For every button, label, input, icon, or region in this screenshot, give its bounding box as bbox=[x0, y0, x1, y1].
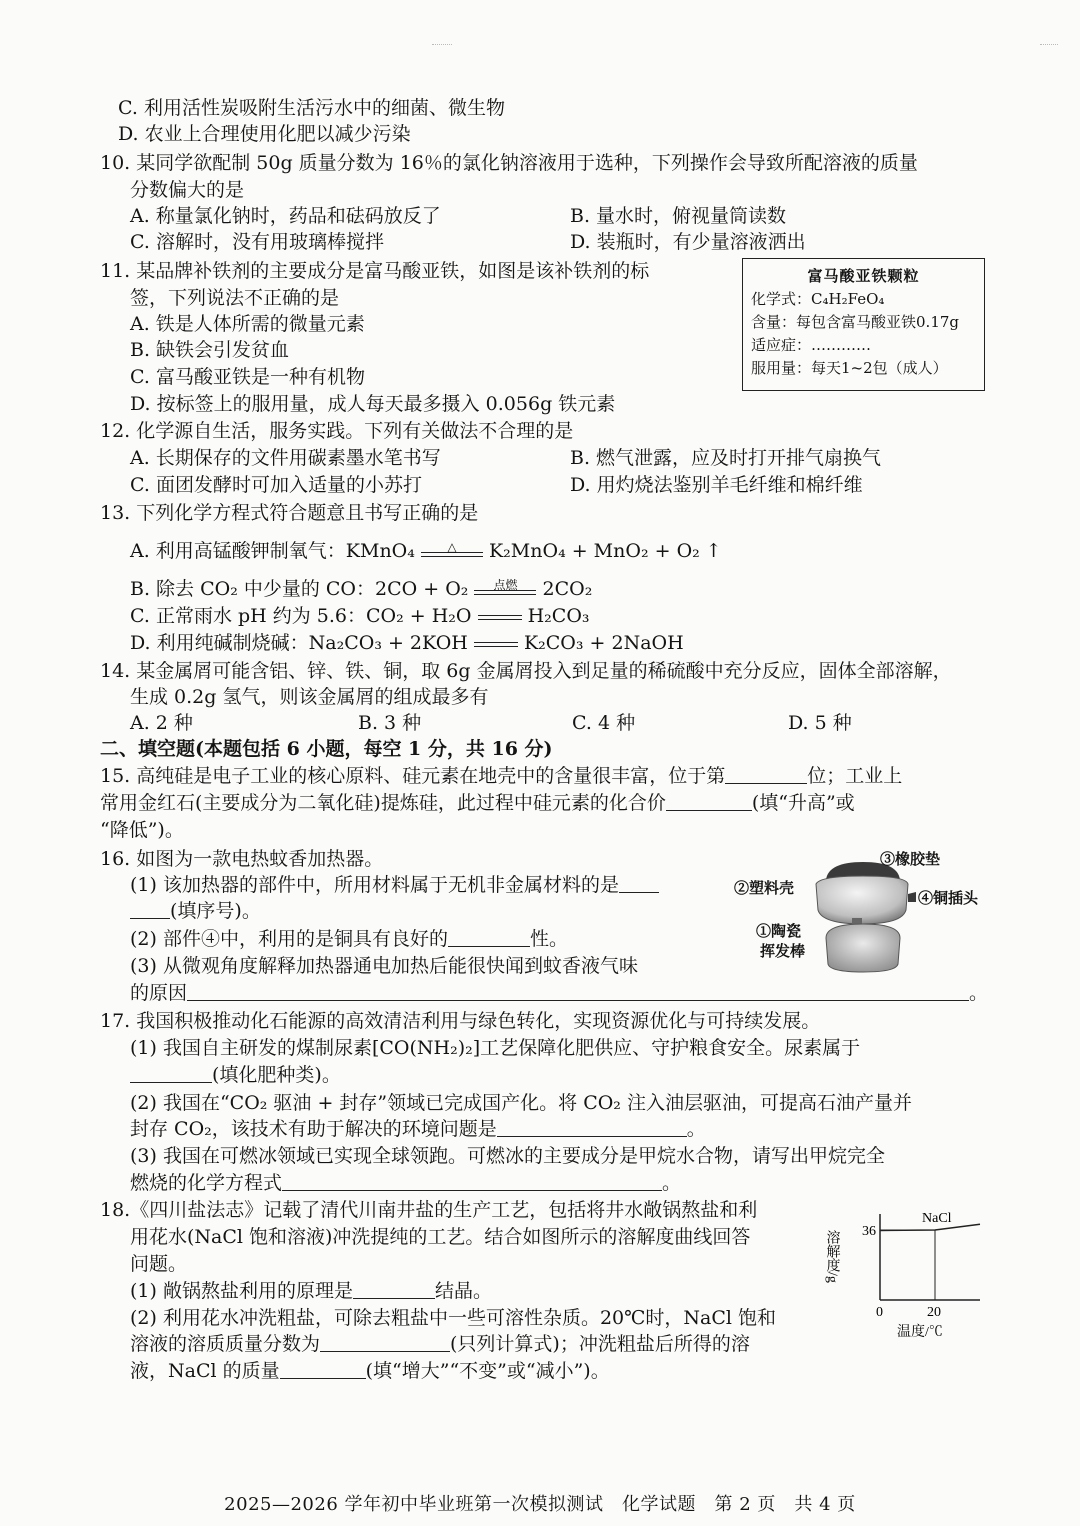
q11-option-b: B. 缺铁会引发贫血 bbox=[130, 339, 290, 361]
q13-option-c bbox=[130, 603, 590, 629]
q12-option-d: D. 用灼烧法鉴别羊毛纤维和棉纤维 bbox=[570, 474, 863, 496]
y-axis-label: 溶解度/g bbox=[824, 1230, 840, 1283]
answer-blank[interactable] bbox=[619, 874, 659, 893]
part2-plastic-shell-label: ②塑料壳 bbox=[734, 879, 795, 897]
q11-stem-cont: 签，下列说法不正确的是 bbox=[130, 287, 340, 309]
q10-option-a: A. 称量氯化钠时，药品和砝码放反了 bbox=[130, 205, 441, 227]
q18-stem-end: 问题。 bbox=[130, 1253, 188, 1275]
q13-stem: 13. 下列化学方程式符合题意且书写正确的是 bbox=[100, 502, 479, 524]
q18-1-text: (1) 敞锅熬盐利用的原理是 bbox=[130, 1280, 353, 1302]
q15-line3: “降低”)。 bbox=[100, 819, 184, 841]
q18-stem: 18.《四川盐法志》记载了清代川南井盐的生产工艺，包括将井水敞锅熬盐和利 bbox=[100, 1199, 758, 1221]
q18-1-text-cont: 结晶。 bbox=[434, 1280, 492, 1302]
heating-equals-sign bbox=[421, 539, 483, 557]
q18-2-text: 溶液的溶质质量分数为 bbox=[130, 1333, 321, 1355]
q13a-left: A. 利用高锰酸钾制氧气：KMnO₄ bbox=[130, 540, 415, 562]
q11-option-d: D. 按标签上的服用量，成人每天最多摄入 0.056g 铁元素 bbox=[130, 393, 616, 415]
q18-stem-cont: 用花水(NaCl 饱和溶液)冲洗提纯的工艺。结合如图所示的溶解度曲线回答 bbox=[130, 1226, 751, 1248]
q13d-right: K₂CO₃ + 2NaOH bbox=[523, 632, 684, 654]
q12-option-b: B. 燃气泄露，应及时打开排气扇换气 bbox=[570, 447, 882, 469]
q14-stem-cont: 生成 0.2g 氢气，则该金属屑的组成最多有 bbox=[130, 686, 489, 708]
part1-wick-label: 挥发棒 bbox=[760, 942, 806, 960]
solubility-curve-chart bbox=[824, 1200, 990, 1340]
label-title: 富马酸亚铁颗粒 bbox=[807, 267, 920, 285]
q18-part2-end bbox=[130, 1358, 610, 1384]
q10-option-c: C. 溶解时，没有用玻璃棒搅拌 bbox=[130, 231, 384, 253]
q17-2-end: 。 bbox=[686, 1118, 706, 1140]
q14-option-a: A. 2 种 bbox=[130, 712, 193, 734]
answer-blank[interactable] bbox=[448, 928, 530, 947]
q16-part3: (3) 从微观角度解释加热器通电加热后能很快闻到蚊香液气味 bbox=[130, 955, 638, 977]
q10-stem: 10. 某同学欲配制 50g 质量分数为 16％的氯化钠溶液用于选种，下列操作会导致所配溶液的质量 bbox=[100, 152, 918, 174]
part3-rubber-pad-label: ③橡胶垫 bbox=[880, 850, 941, 868]
q13c-left: C. 正常雨水 pH 约为 5.6：CO₂ + H₂O bbox=[130, 605, 472, 627]
scan-artifact bbox=[1040, 44, 1058, 75]
q18-part2-cont bbox=[130, 1331, 750, 1357]
answer-blank[interactable] bbox=[497, 1118, 687, 1137]
q15-text-cont: (填“升高”或 bbox=[751, 792, 855, 814]
q11-option-c: C. 富马酸亚铁是一种有机物 bbox=[130, 366, 365, 388]
q16-part3-cont bbox=[130, 980, 988, 1006]
q13b-right: 2CO₂ bbox=[542, 578, 593, 600]
q13b-left: B. 除去 CO₂ 中少量的 CO：2CO + O₂ bbox=[130, 578, 469, 600]
q13a-right: K₂MnO₄ + MnO₂ + O₂ ↑ bbox=[488, 540, 722, 562]
q15-text: 常用金红石(主要成分为二氧化硅)提炼硅，此过程中硅元素的化合价 bbox=[100, 792, 666, 814]
q13-option-d bbox=[130, 630, 684, 656]
q11-option-a: A. 铁是人体所需的微量元素 bbox=[130, 313, 365, 335]
q16-3-end: 。 bbox=[969, 982, 989, 1004]
q18-2-text: 液，NaCl 的质量 bbox=[130, 1360, 280, 1382]
q15-line1 bbox=[100, 763, 902, 789]
y-tick-label: 36 bbox=[862, 1224, 876, 1239]
part1-ceramic-label: ①陶瓷 bbox=[756, 922, 802, 940]
q13c-right: H₂CO₃ bbox=[527, 605, 590, 627]
q16-stem: 16. 如图为一款电热蚊香加热器。 bbox=[100, 848, 384, 870]
q16-1-text-cont: (填序号)。 bbox=[170, 900, 261, 922]
q18-2-text-cont: (只列计算式)；冲洗粗盐后所得的溶 bbox=[450, 1333, 750, 1355]
q17-part2-cont bbox=[130, 1116, 706, 1142]
q16-3-text: 的原因 bbox=[130, 982, 188, 1004]
q16-2-text: (2) 部件④中，利用的是铜具有良好的 bbox=[130, 928, 448, 950]
answer-blank[interactable] bbox=[280, 1360, 366, 1379]
q9-option-d: D. 农业上合理使用化肥以减少污染 bbox=[118, 123, 411, 145]
q17-part3: (3) 我国在可燃冰领域已实现全球领跑。可燃冰的主要成分是甲烷水合物，请写出甲烷完全 bbox=[130, 1145, 885, 1167]
q17-part3-cont bbox=[130, 1170, 681, 1196]
label-indication: 适应症：………… bbox=[751, 336, 872, 354]
x-tick-label: 0 bbox=[876, 1305, 883, 1320]
q16-2-text-cont: 性。 bbox=[529, 928, 568, 950]
q14-option-d: D. 5 种 bbox=[788, 712, 852, 734]
scan-artifact bbox=[432, 44, 452, 75]
q10-option-b: B. 量水时，俯视量筒读数 bbox=[570, 205, 787, 227]
q15-text-cont: 位；工业上 bbox=[807, 765, 903, 787]
series-label: NaCl bbox=[922, 1211, 952, 1226]
q17-part1-cont bbox=[130, 1062, 341, 1088]
q17-3-end: 。 bbox=[662, 1172, 682, 1194]
q9-option-c: C. 利用活性炭吸附生活污水中的细菌、微生物 bbox=[118, 97, 505, 119]
answer-blank[interactable] bbox=[130, 1064, 212, 1083]
q17-1-text-cont: (填化肥种类)。 bbox=[212, 1064, 341, 1086]
label-content: 含量：每包含富马酸亚铁0.17g bbox=[751, 313, 960, 331]
q14-option-b: B. 3 种 bbox=[358, 712, 422, 734]
label-dosage: 服用量：每天1~2包（成人） bbox=[751, 359, 948, 377]
q17-part1: (1) 我国自主研发的煤制尿素[CO(NH₂)₂]工艺保障化肥供应、守护粮食安全。尿素属于 bbox=[130, 1037, 861, 1059]
q13-option-a bbox=[130, 538, 722, 564]
q12-option-a: A. 长期保存的文件用碳素墨水笔书写 bbox=[130, 447, 441, 469]
answer-blank[interactable] bbox=[282, 1172, 662, 1191]
q10-stem-cont: 分数偏大的是 bbox=[130, 179, 245, 201]
answer-blank[interactable] bbox=[187, 982, 969, 1001]
q12-option-c: C. 面团发酵时可加入适量的小苏打 bbox=[130, 474, 422, 496]
q14-stem: 14. 某金属屑可能含铝、锌、铁、铜，取 6g 金属屑投入到足量的稀硫酸中充分反应，固体全部溶解， bbox=[100, 660, 952, 682]
mosquito-heater-figure bbox=[808, 858, 918, 976]
q17-3-text: 燃烧的化学方程式 bbox=[130, 1172, 283, 1194]
answer-blank[interactable] bbox=[725, 765, 807, 784]
answer-blank[interactable] bbox=[666, 792, 752, 811]
ignition-equals-sign bbox=[474, 577, 536, 595]
q16-part1 bbox=[130, 872, 659, 898]
q13-option-b bbox=[130, 576, 592, 602]
x-tick-label: 20 bbox=[927, 1305, 941, 1320]
q18-2-text-end: (填“增大”“不变”或“减小”)。 bbox=[365, 1360, 610, 1382]
q16-1-text: (1) 该加热器的部件中，所用材料属于无机非金属材料的是 bbox=[130, 874, 619, 896]
q15-text: 15. 高纯硅是电子工业的核心原料、硅元素在地壳中的含量很丰富，位于第 bbox=[100, 765, 726, 787]
q16-part1-cont bbox=[130, 898, 261, 924]
q12-stem: 12. 化学源自生活，服务实践。下列有关做法不合理的是 bbox=[100, 420, 574, 442]
q18-part1 bbox=[130, 1278, 492, 1304]
q10-option-d: D. 装瓶时，有少量溶液洒出 bbox=[570, 231, 806, 253]
q17-2-text: 封存 CO₂，该技术有助于解决的环境问题是 bbox=[130, 1118, 497, 1140]
q13d-left: D. 利用纯碱制烧碱：Na₂CO₃ + 2KOH bbox=[130, 632, 468, 654]
equals-sign bbox=[474, 642, 518, 647]
supplement-label bbox=[742, 258, 985, 391]
equals-sign bbox=[478, 615, 522, 620]
q16-part2 bbox=[130, 926, 568, 952]
q18-part2: (2) 利用花水冲洗粗盐，可除去粗盐中一些可溶性杂质。20℃时，NaCl 饱和 bbox=[130, 1307, 776, 1329]
q11-stem: 11. 某品牌补铁剂的主要成分是富马酸亚铁，如图是该补铁剂的标 bbox=[100, 260, 650, 282]
heat-condition: △ bbox=[447, 539, 457, 554]
page-footer: 2025—2026 学年初中毕业班第一次模拟测试 化学试题 第 2 页 共 4 页 bbox=[224, 1494, 856, 1515]
answer-blank[interactable] bbox=[320, 1333, 450, 1352]
part4-copper-plug-label: ④铜插头 bbox=[918, 889, 979, 907]
label-formula-key: 化学式： bbox=[751, 290, 812, 308]
q17-part2: (2) 我国在“CO₂ 驱油 + 封存”领域已完成国产化。将 CO₂ 注入油层驱油，可提高石油产量并 bbox=[130, 1092, 912, 1114]
q14-option-c: C. 4 种 bbox=[572, 712, 636, 734]
q17-stem: 17. 我国积极推动化石能源的高效清洁利用与绿色转化，实现资源优化与可持续发展。 bbox=[100, 1010, 821, 1032]
section-heading: 二、填空题(本题包括 6 小题，每空 1 分，共 16 分) bbox=[100, 738, 553, 760]
answer-blank[interactable] bbox=[130, 900, 170, 919]
label-formula-value: C₄H₂FeO₄ bbox=[811, 290, 885, 308]
q15-line2 bbox=[100, 790, 855, 816]
x-axis-label: 温度/℃ bbox=[897, 1325, 943, 1340]
answer-blank[interactable] bbox=[353, 1280, 435, 1299]
ignition-condition: 点燃 bbox=[493, 577, 518, 592]
